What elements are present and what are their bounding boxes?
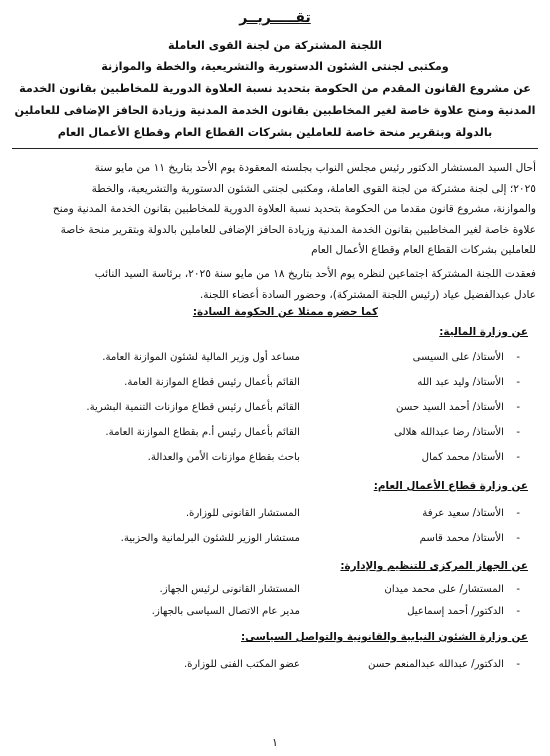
bullet: - [516, 606, 520, 617]
bullet: - [516, 427, 520, 438]
report-title: تقـــــريــر [239, 10, 311, 26]
attendee-name: الأستاذ/ محمد كمال [421, 452, 504, 463]
attendee-name: الأستاذ/ أحمد السيد حسن [396, 402, 504, 413]
section-title-business-sector: عن وزارة قطاع الأعمال العام: [373, 480, 528, 492]
attendee-name: الأستاذ/ محمد قاسم [419, 533, 504, 544]
heading-line-4: المدنية ومنح علاوة خاصة لغير المخاطبين بقانون الخدمة المدنية وزيادة الحافز الإضافى للعاملين [14, 104, 536, 117]
attendee-role: المستشار القانونى للوزارة. [185, 508, 300, 519]
bullet: - [516, 584, 520, 595]
attendee-row [24, 399, 520, 417]
bullet: - [516, 508, 520, 519]
attendee-name: الأستاذ/ وليد عبد الله [417, 377, 504, 388]
attendee-name: الدكتور/ أحمد إسماعيل [407, 606, 504, 617]
bullet: - [516, 533, 520, 544]
attendee-row [24, 424, 520, 442]
paragraph-line: ٢٠٢٥؛ إلى لجنة مشتركة من لجنة القوى العاملة، ومكتبى لجنتى الشئون الدستورية والتشريعية، والخطة [91, 182, 536, 195]
bullet: - [516, 352, 520, 363]
bullet: - [516, 377, 520, 388]
attendee-row [24, 449, 520, 467]
paragraph-line: عادل عبدالفضيل عياد (رئيس اللجنة المشتركة)، وحضور السادة أعضاء اللجنة. [199, 288, 536, 301]
heading-line-2: ومكتبى لجنتى الشئون الدستورية والتشريعية، والخطة والموازنة [101, 60, 449, 73]
paragraph-line: للعاملين بشركات القطاع العام وقطاع الأعمال العام [311, 244, 536, 256]
paragraph-line: علاوة خاصة لغير المخاطبين بقانون الخدمة المدنية وزيادة الحافز الإضافى للعاملين بالدولة وبتقرير منحة خاصة [60, 223, 536, 236]
page-number: ١ [272, 736, 278, 749]
attendee-role: المستشار القانونى لرئيس الجهاز. [159, 584, 300, 595]
paragraph-line: أحال السيد المستشار الدكتور رئيس مجلس النواب بجلسته المعقودة يوم الأحد بتاريخ ١١ من مايو سنة [94, 162, 536, 174]
attendee-name: الأستاذ/ رضا عبدالله هلالى [393, 427, 504, 438]
attendee-name: الدكتور/ عبدالله عبدالمنعم حسن [367, 659, 504, 670]
section-title-central-agency: عن الجهاز المركزى للتنظيم والإدارة: [340, 560, 528, 572]
attendee-role: مستشار الوزير للشئون البرلمانية والحزبية. [120, 533, 300, 544]
paragraph-line: والموازنة، مشروع قانون مقدما من الحكومة بتحديد نسبة العلاوة الدورية للمخاطبين بقانون الخدمة المدنية ومنح [52, 203, 536, 215]
section-title-finance: عن وزارة المالية: [439, 326, 528, 338]
attendees-heading: كما حضره ممثلا عن الحكومة السادة: [192, 306, 378, 318]
heading-divider [12, 148, 538, 149]
bullet: - [516, 452, 520, 463]
attendee-role: عضو المكتب الفنى للوزارة. [183, 659, 300, 670]
heading-line-5: بالدولة وبتقرير منحة خاصة للعاملين بشركات القطاع العام وقطاع الأعمال العام [57, 126, 493, 139]
attendee-row [24, 349, 520, 367]
section-title-parliamentary-affairs: عن وزارة الشئون النيابية والقانونية والتواصل السياسى: [240, 631, 528, 643]
heading-line-3: عن مشروع القانون المقدم من الحكومة بتحديد نسبة العلاوة الدورية للمخاطبين بقانون الخدمة [19, 82, 531, 95]
attendee-name: الأستاذ/ سعيد عرفة [422, 508, 504, 519]
attendee-role: القائم بأعمال رئيس قطاع الموازنة العامة. [124, 377, 300, 388]
paragraph-referral [14, 158, 536, 261]
attendee-role: مدير عام الاتصال السياسى بالجهاز. [151, 606, 300, 617]
attendee-role: باحث بقطاع موازنات الأمن والعدالة. [147, 452, 300, 463]
paragraph-line: فعقدت اللجنة المشتركة اجتماعين لنظره يوم الأحد بتاريخ ١٨ من مايو سنة ٢٠٢٥، برئاسة السيد النائب [94, 268, 536, 280]
attendee-row [24, 581, 520, 599]
attendee-role: القائم بأعمال رئيس أ.م بقطاع الموازنة العامة. [105, 427, 300, 438]
heading-line-1: اللجنة المشتركة من لجنة القوى العاملة [167, 39, 383, 52]
attendee-name: المستشار/ على محمد ميدان [384, 584, 504, 595]
attendee-row [24, 656, 520, 674]
attendee-row [24, 505, 520, 523]
attendee-role: القائم بأعمال رئيس قطاع موازنات التنمية البشرية. [86, 402, 300, 413]
attendee-role: مساعد أول وزير المالية لشئون الموازنة العامة. [102, 352, 300, 363]
attendee-row [24, 603, 520, 621]
attendee-row [24, 374, 520, 392]
attendee-name: الأستاذ/ على السيسى [412, 352, 504, 363]
paragraph-meetings [14, 264, 536, 305]
attendee-row [24, 530, 520, 548]
bullet: - [516, 659, 520, 670]
bullet: - [516, 402, 520, 413]
